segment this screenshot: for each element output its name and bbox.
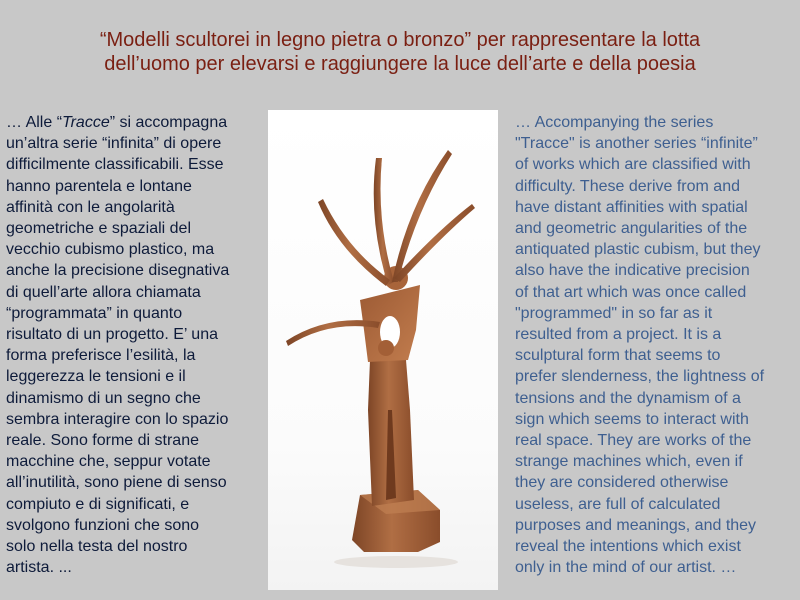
- slide-title: [0, 28, 800, 76]
- english-text-line: prefer slenderness, the lightness of: [515, 368, 765, 386]
- english-text-line: purposes and meanings, and they: [515, 516, 757, 534]
- english-text-line: sculptural form that seems to: [515, 347, 721, 365]
- italian-text-line: un’altra serie “infinita” di opere: [6, 135, 222, 153]
- italian-text-line: reale. Sono forme di strane: [6, 432, 199, 450]
- english-text-line: and geometric angularities of the: [515, 220, 748, 238]
- sculpture-arm: [374, 158, 394, 285]
- italian-text-line: anche la precisione disegnativa: [6, 262, 230, 280]
- italian-text-line: difficilmente classificabili. Esse: [6, 156, 224, 174]
- english-text-line: sign which seems to interact with: [515, 410, 749, 428]
- italian-text-line: all’inutilità, sono piene di senso: [6, 474, 227, 492]
- title-line-1: “Modelli scultorei in legno pietra o bronzo” per rappresentare la lotta: [99, 29, 701, 51]
- english-text-column: [515, 112, 800, 578]
- italian-text-line: sembra interagire con lo spazio: [6, 410, 229, 428]
- english-text-line: they are considered otherwise: [515, 474, 729, 492]
- english-text-line: difficulty. These derive from and: [515, 177, 740, 195]
- italian-text-line: leggerezza le tensioni e il: [6, 368, 186, 386]
- title-line-2: dell’uomo per elevarsi e raggiungere la luce dell’arte e della poesia: [104, 53, 696, 75]
- sculpture-photo: [268, 110, 498, 590]
- italian-text-line: affinità con le angolarità: [6, 198, 175, 216]
- english-text-line: "Tracce" is another series “infinite”: [515, 135, 758, 153]
- shadow: [334, 556, 458, 568]
- italian-text-line: geometriche e spaziali del: [6, 220, 191, 238]
- english-text-line: strange machines which, even if: [515, 453, 743, 471]
- english-text-line: antiquated plastic cubism, but they: [515, 241, 761, 259]
- english-text-line: only in the mind of our artist. …: [515, 559, 737, 577]
- english-text-line: real space. They are works of the: [515, 432, 752, 450]
- italian-text-column: [6, 112, 262, 578]
- english-text-line: reveal the intentions which exist: [515, 538, 741, 556]
- text-fragment: ” si accompagna: [109, 114, 228, 131]
- italian-text-line: “programmata” in quanto: [6, 304, 183, 322]
- italian-text-line: risultato di un progetto. E’ una: [6, 326, 218, 344]
- italian-text-line: hanno parentela e lontane: [6, 177, 192, 195]
- italian-text-line: compiuto e di significati, e: [6, 495, 190, 513]
- text-fragment: … Alle “: [6, 114, 63, 131]
- english-text-line: … Accompanying the series: [515, 114, 714, 131]
- italian-text-line: macchine che, seppur votate: [6, 453, 211, 471]
- wooden-sculpture-image: [268, 110, 498, 590]
- head-knob: [378, 340, 394, 356]
- english-text-line: of works which are classified with: [515, 156, 751, 174]
- italian-text-line: solo nella testa del nostro: [6, 538, 188, 556]
- sculpture-arm: [392, 150, 452, 282]
- english-text-line: "programmed" in so far as it: [515, 304, 713, 322]
- italian-text-line: [6, 112, 262, 133]
- italian-text-line: forma preferisce l’esilità, la: [6, 347, 196, 365]
- english-text-line: useless, are full of calculated: [515, 495, 721, 513]
- italian-text-line: svolgono funzioni che sono: [6, 516, 200, 534]
- english-text-line: also have the indicative precision: [515, 262, 750, 280]
- italian-text-line: dinamismo di un segno che: [6, 389, 201, 407]
- english-text-line: resulted from a project. It is a: [515, 326, 722, 344]
- english-text-line: of that art which was once called: [515, 283, 747, 301]
- italian-text-line: artista. ...: [6, 559, 72, 577]
- italian-text-line: vecchio cubismo plastico, ma: [6, 241, 215, 259]
- italic-series-name: Tracce: [62, 114, 110, 131]
- english-text-line: tensions and the dynamism of a: [515, 389, 741, 407]
- english-text-line: have distant affinities with spatial: [515, 198, 748, 216]
- italian-text-line: di quell’arte allora chiamata: [6, 283, 201, 301]
